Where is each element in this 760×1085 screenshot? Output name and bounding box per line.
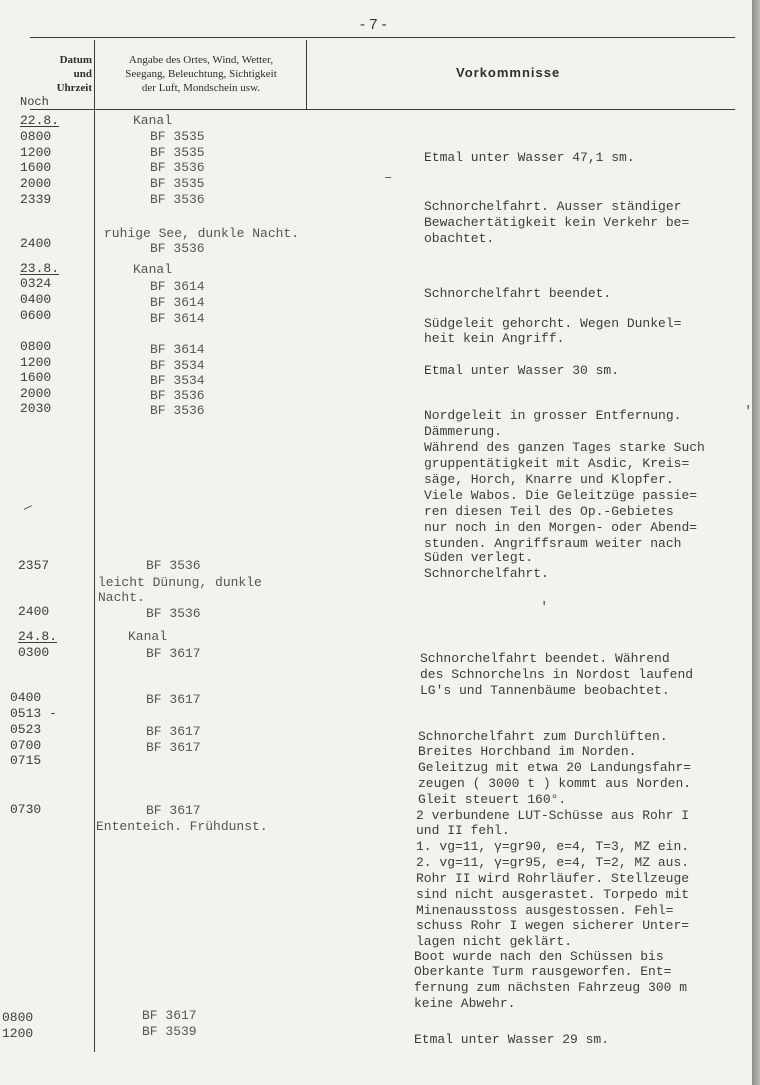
date-entry: 23.8. <box>20 261 60 276</box>
event-line: Minenausstoss ausgestossen. Fehl= <box>416 903 674 918</box>
event-line: heit kein Angriff. <box>424 331 565 346</box>
time-entry: 0700 <box>10 738 42 753</box>
place-entry: Kanal <box>128 629 168 644</box>
event-line: Bewachertätigkeit kein Verkehr be= <box>424 215 690 230</box>
place-entry: BF 3536 <box>146 606 201 621</box>
event-line: Schnorchelfahrt beendet. <box>424 286 612 301</box>
time-entry: 1200 <box>20 355 52 370</box>
pen-mark: — <box>21 498 36 518</box>
event-line: sind nicht ausgerastet. Torpedo mit <box>416 887 690 902</box>
event-line: des Schnorchelns in Nordost laufend <box>420 667 694 682</box>
place-entry: BF 3617 <box>146 724 201 739</box>
event-line: nur noch in den Morgen- oder Abend= <box>424 520 698 535</box>
event-line: ren diesen Teil des Op.-Gebietes <box>424 504 674 519</box>
event-line: 1. vg=11, γ=gr90, e=4, T=3, MZ ein. <box>416 839 690 854</box>
event-line: Viele Wabos. Die Geleitzüge passie= <box>424 488 698 503</box>
time-entry: 0324 <box>20 276 52 291</box>
event-line: 2 verbundene LUT-Schüsse aus Rohr I <box>416 808 690 823</box>
time-entry: 0513 - <box>10 706 57 721</box>
place-entry: BF 3617 <box>142 1008 197 1023</box>
event-line: keine Abwehr. <box>414 996 516 1011</box>
event-line: LG's und Tannenbäume beobachtet. <box>420 683 670 698</box>
event-line: schuss Rohr I wegen sicherer Unter= <box>416 918 690 933</box>
event-line: Schnorchelfahrt zum Durchlüften. <box>418 729 668 744</box>
place-entry: BF 3539 <box>142 1024 197 1039</box>
event-line: Nordgeleit in grosser Entfernung. <box>424 408 682 423</box>
time-entry: 2000 <box>20 176 52 191</box>
pen-mark: ' <box>540 600 549 616</box>
place-entry: Kanal <box>133 113 173 128</box>
time-entry: 0800 <box>20 339 52 354</box>
event-line: Süden verlegt. <box>424 550 534 565</box>
event-line: obachtet. <box>424 231 495 246</box>
event-line: Gleit steuert 160°. <box>418 792 567 807</box>
time-entry: 0400 <box>10 690 42 705</box>
event-line: Breites Horchband im Norden. <box>418 744 637 759</box>
date-entry: 22.8. <box>20 113 60 128</box>
time-entry: 0523 <box>10 722 42 737</box>
place-entry: BF 3614 <box>150 295 205 310</box>
time-entry: 2030 <box>20 401 52 416</box>
time-entry: 0300 <box>18 645 50 660</box>
time-entry: 0400 <box>20 292 52 307</box>
time-entry: 2339 <box>20 192 52 207</box>
time-entry: 0800 <box>2 1010 34 1025</box>
time-entry: 2400 <box>20 236 52 251</box>
time-entry: 1200 <box>2 1026 34 1041</box>
place-entry: Nacht. <box>98 590 145 605</box>
event-line: Während des ganzen Tages starke Such <box>424 440 705 455</box>
event-line: zeugen ( 3000 t ) kommt aus Norden. <box>418 776 692 791</box>
place-entry: ruhige See, dunkle Nacht. <box>104 226 300 241</box>
time-entry: 0800 <box>20 129 52 144</box>
time-entry: 1600 <box>20 160 52 175</box>
event-line: Etmal unter Wasser 47,1 sm. <box>424 150 635 165</box>
time-entry: 2357 <box>18 558 50 573</box>
place-entry: Ententeich. Frühdunst. <box>96 819 268 834</box>
header-place-weather: Angabe des Ortes, Wind, Wetter, Seegang, Beleuchtung, Sichtigkeit der Luft, Mondschein usw. <box>125 54 277 94</box>
event-line: gruppentätigkeit mit Asdic, Kreis= <box>424 456 690 471</box>
date-entry: 24.8. <box>18 629 58 644</box>
header-date-time: Datum und Uhrzeit <box>56 54 92 94</box>
place-entry: Kanal <box>133 262 173 277</box>
event-line: säge, Horch, Knarre und Klopfer. <box>424 472 674 487</box>
header-events: Vorkommnisse <box>456 65 561 80</box>
place-entry: BF 3536 <box>150 403 205 418</box>
event-line: Oberkante Turm rausgeworfen. Ent= <box>414 964 672 979</box>
place-entry: BF 3535 <box>150 129 205 144</box>
event-line: und II fehl. <box>416 823 510 838</box>
place-entry: BF 3536 <box>146 558 201 573</box>
pen-mark: – <box>384 170 393 186</box>
place-entry: BF 3617 <box>146 803 201 818</box>
time-entry: 2400 <box>18 604 50 619</box>
event-line: Südgeleit gehorcht. Wegen Dunkel= <box>424 316 682 331</box>
pen-mark: ' <box>744 404 752 420</box>
event-line: stunden. Angriffsraum weiter nach <box>424 536 682 551</box>
time-entry: 1600 <box>20 370 52 385</box>
time-entry: 0730 <box>10 802 42 817</box>
header-bottom-rule <box>30 109 735 110</box>
header-top-rule <box>30 37 735 38</box>
event-line: Boot wurde nach den Schüssen bis <box>414 949 664 964</box>
place-entry: leicht Dünung, dunkle <box>98 575 262 590</box>
place-entry: BF 3617 <box>146 646 201 661</box>
noch-label: Noch <box>20 95 49 109</box>
event-line: 2. vg=11, γ=gr95, e=4, T=2, MZ aus. <box>416 855 690 870</box>
column-divider-2 <box>306 40 307 110</box>
event-line: Geleitzug mit etwa 20 Landungsfahr= <box>418 760 692 775</box>
time-entry: 0715 <box>10 753 42 768</box>
page-edge <box>752 0 760 1085</box>
place-entry: BF 3614 <box>150 279 205 294</box>
event-line: Rohr II wird Rohrläufer. Stellzeuge <box>416 871 690 886</box>
event-line: Etmal unter Wasser 30 sm. <box>424 363 620 378</box>
place-entry: BF 3535 <box>150 176 205 191</box>
place-entry: BF 3534 <box>150 373 205 388</box>
place-entry: BF 3536 <box>150 388 205 403</box>
place-entry: BF 3614 <box>150 311 205 326</box>
place-entry: BF 3614 <box>150 342 205 357</box>
place-entry: BF 3536 <box>150 241 205 256</box>
place-entry: BF 3617 <box>146 692 201 707</box>
event-line: Dämmerung. <box>424 424 503 439</box>
event-line: Schnorchelfahrt beendet. Während <box>420 651 670 666</box>
place-entry: BF 3534 <box>150 358 205 373</box>
event-line: fernung zum nächsten Fahrzeug 300 m <box>414 980 688 995</box>
event-line: Schnorchelfahrt. Ausser ständiger <box>424 199 682 214</box>
place-entry: BF 3536 <box>150 160 205 175</box>
place-entry: BF 3536 <box>150 192 205 207</box>
event-line: Etmal unter Wasser 29 sm. <box>414 1032 610 1047</box>
place-entry: BF 3535 <box>150 145 205 160</box>
place-entry: BF 3617 <box>146 740 201 755</box>
time-entry: 2000 <box>20 386 52 401</box>
column-divider-1 <box>94 40 95 1052</box>
event-line: lagen nicht geklärt. <box>416 934 573 949</box>
page-number: - 7 - <box>360 16 387 33</box>
time-entry: 0600 <box>20 308 52 323</box>
event-line: Schnorchelfahrt. <box>424 566 549 581</box>
time-entry: 1200 <box>20 145 52 160</box>
